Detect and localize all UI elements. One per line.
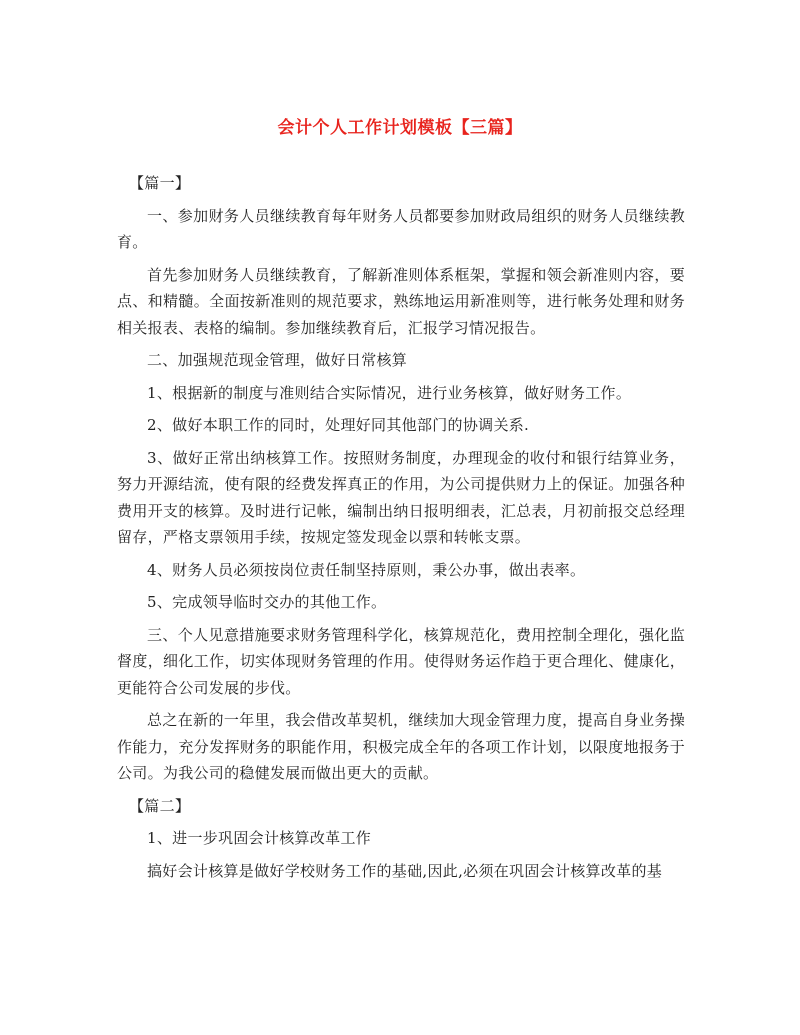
section-heading-2: 【篇二】 xyxy=(129,796,191,815)
paragraph: 3、做好正常出纳核算工作。按照财务制度，办理现金的收付和银行结算业务，努力开源结流，使有限的经费发挥真正的作用，为公司提供财力上的保证。加强各种费用开支的核算。及时进行记帐，编制出纳日报明细表，汇总表，月初前报交总经理留存，严格支票领用手续，按规定签发现金以票和转帐支票。 xyxy=(117,448,685,546)
paragraph: 1、根据新的制度与准则结合实际情况，进行业务核算，做好财务工作。 xyxy=(147,383,632,402)
paragraph: 二、加强规范现金管理，做好日常核算 xyxy=(147,351,408,369)
paragraph: 4、财务人员必须按岗位责任制坚持原则，秉公办事，做出表率。 xyxy=(147,560,586,579)
paragraph: 2、做好本职工作的同时，处理好同其他部门的协调关系. xyxy=(147,416,530,434)
paragraph: 一、参加财务人员继续教育每年财务人员都要参加财政局组织的财务人员继续教育。 xyxy=(117,206,685,251)
paragraph: 1、进一步巩固会计核算改革工作 xyxy=(147,829,372,847)
section-heading-1: 【篇一】 xyxy=(129,174,191,192)
paragraph: 总之在新的一年里，我会借改革契机，继续加大现金管理力度，提高自身业务操作能力，充分发挥财务的职能作用，积极完成全年的各项工作计划，以限度地报务于公司。为我公司的稳健发展而做出更大的贡献。 xyxy=(117,711,685,782)
document-body xyxy=(117,170,685,890)
document-title: 会计个人工作计划模板【三篇】 xyxy=(277,118,523,138)
paragraph: 三、个人见意措施要求财务管理科学化，核算规范化，费用控制全理化，强化监督度，细化工作，切实体现财务管理的作用。使得财务运作趋于更合理化、健康化，更能符合公司发展的步伐。 xyxy=(117,625,685,697)
paragraph: 5、完成领导临时交办的其他工作。 xyxy=(147,593,387,611)
paragraph: 首先参加财务人员继续教育，了解新准则体系框架，掌握和领会新准则内容，要点、和精髓。全面按新准则的规范要求，熟练地运用新准则等，进行帐务处理和财务相关报表、表格的编制。参加继续教育后，汇报学习情况报告。 xyxy=(117,265,685,337)
paragraph: 搞好会计核算是做好学校财务工作的基础,因此,必须在巩固会计核算改革的基 xyxy=(147,861,663,880)
